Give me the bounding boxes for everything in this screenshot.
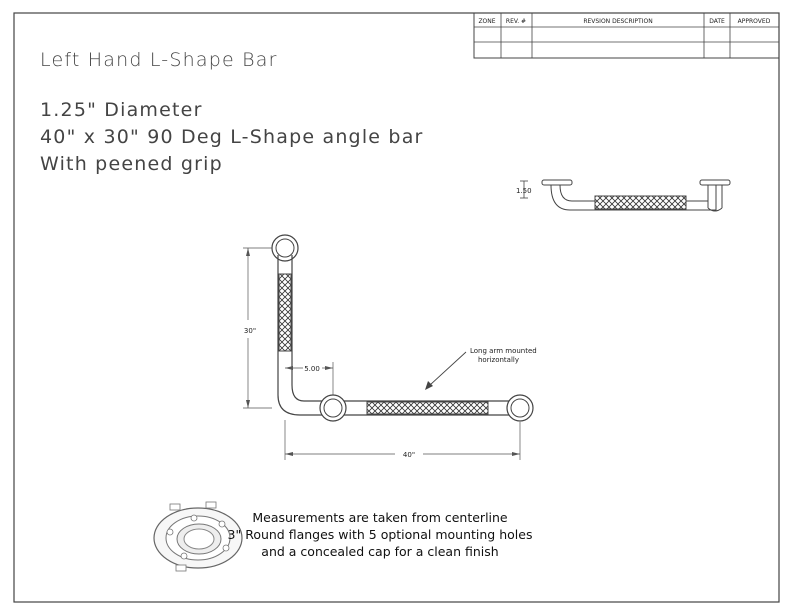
drawing-title: Left Hand L-Shape Bar [40,49,278,71]
flange-note-2: 3" Round flanges with 5 optional mounting holes [227,527,533,542]
revision-table [474,13,779,58]
dimension-offset: 5.00 [304,365,320,373]
flange-note-3: and a concealed cap for a clean finish [261,544,499,559]
spec-line-diameter: 1.25" Diameter [40,99,203,121]
side-view-height-label: 1.50 [516,187,532,195]
spec-line-grip: With peened grip [40,153,223,175]
rev-header-description: REVSION DESCRIPTION [583,18,653,25]
flange-note-1: Measurements are taken from centerline [252,510,508,525]
rev-header-zone: ZONE [478,18,496,25]
l-shape-bar-drawing [272,235,533,421]
spec-line-size: 40" x 30" 90 Deg L-Shape angle bar [40,126,424,148]
annotation-callout [425,347,537,390]
rev-header-approved: APPROVED [737,18,771,25]
rev-header-rev: REV. # [505,18,527,25]
annotation-line-2: horizontally [478,356,520,364]
rev-header-date: DATE [709,18,725,25]
dimension-horizontal-arm: 40" [402,451,416,459]
annotation-line-1: Long arm mounted [470,347,537,355]
side-view-drawing [516,180,730,211]
dimension-vertical-arm: 30" [243,327,257,335]
